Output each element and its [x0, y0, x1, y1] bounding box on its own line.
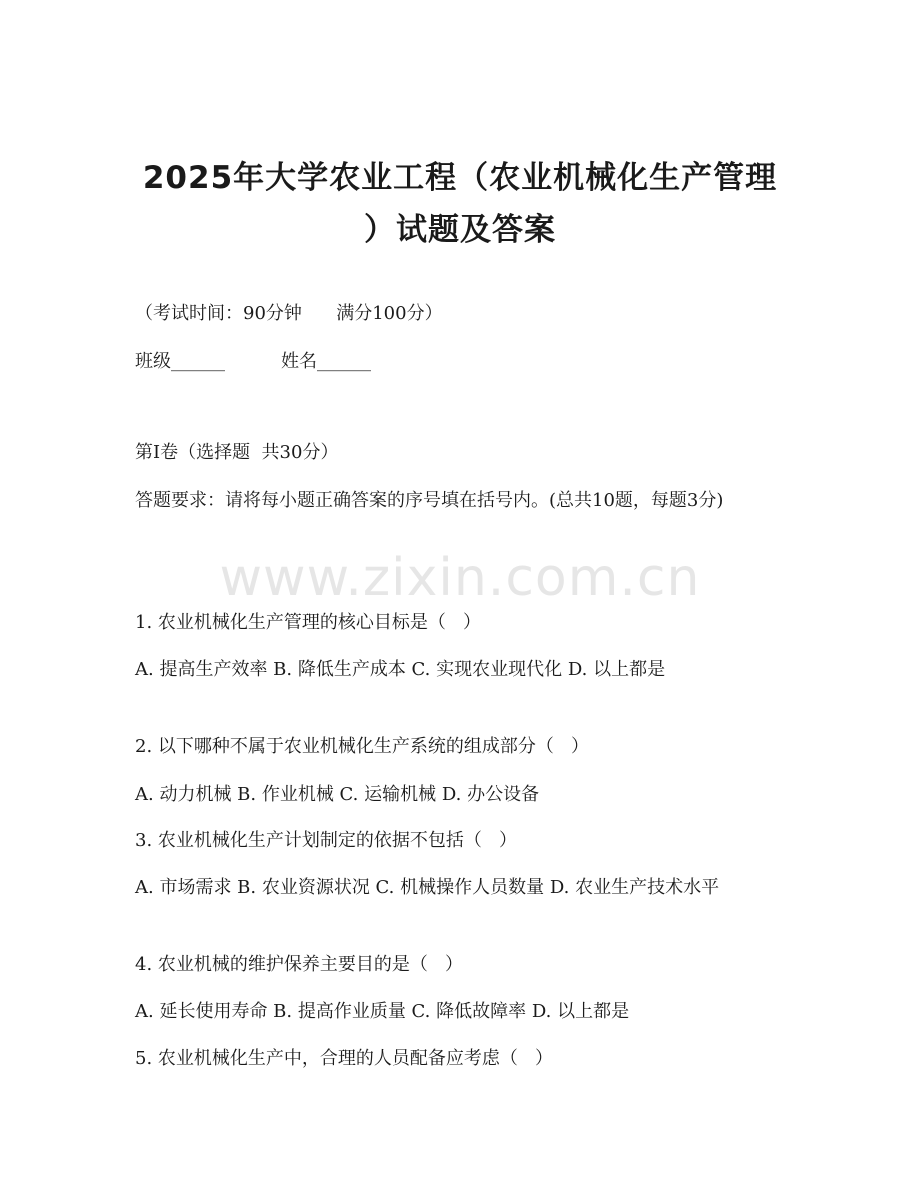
- question-3-options: A. 市场需求 B. 农业资源状况 C. 机械操作人员数量 D. 农业生产技术水平: [135, 877, 720, 898]
- question-4-stem: 4. 农业机械的维护保养主要目的是（ ）: [135, 954, 464, 975]
- question-1-stem: 1. 农业机械化生产管理的核心目标是（ ）: [135, 612, 482, 633]
- exam-info: （考试时间：90分钟 满分100分）: [135, 303, 443, 324]
- name-label: 姓名______: [281, 351, 371, 372]
- question-5-stem: 5. 农业机械化生产中，合理的人员配备应考虑（ ）: [135, 1048, 554, 1069]
- title-line-2: ）试题及答案: [364, 212, 556, 248]
- question-3-stem: 3. 农业机械化生产计划制定的依据不包括（ ）: [135, 830, 518, 851]
- section-title: 第I卷（选择题 共30分）: [135, 442, 339, 463]
- class-label: 班级______: [135, 351, 225, 372]
- document-title: [110, 152, 810, 256]
- question-2-stem: 2. 以下哪种不属于农业机械化生产系统的组成部分（ ）: [135, 736, 590, 757]
- title-line-1: 2025年大学农业工程（农业机械化生产管理: [142, 160, 778, 196]
- student-info-row: [135, 346, 785, 378]
- question-4-options: A. 延长使用寿命 B. 提高作业质量 C. 降低故障率 D. 以上都是: [135, 1001, 630, 1022]
- question-2-options: A. 动力机械 B. 作业机械 C. 运输机械 D. 办公设备: [135, 784, 540, 805]
- instructions: 答题要求：请将每小题正确答案的序号填在括号内。(总共10题，每题3分): [135, 490, 724, 511]
- question-1-options: A. 提高生产效率 B. 降低生产成本 C. 实现农业现代化 D. 以上都是: [135, 659, 666, 680]
- watermark: www.zixin.com.cn: [219, 548, 701, 608]
